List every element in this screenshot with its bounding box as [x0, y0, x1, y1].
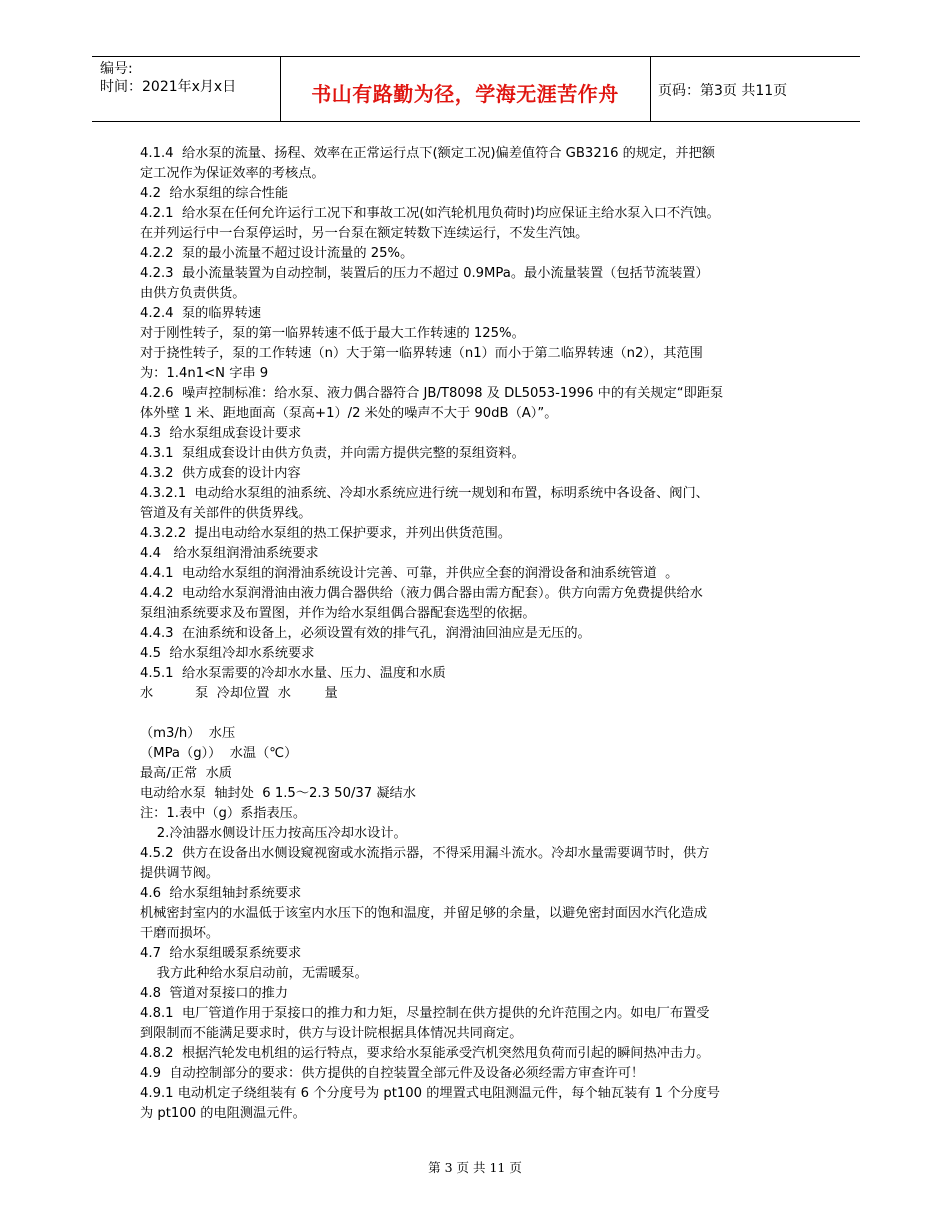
body-line: 4.4.3 在油系统和设备上，必须设置有效的排气孔，润滑油回油应是无压的。: [140, 626, 591, 641]
body-line: 干磨而损坏。: [140, 926, 220, 941]
body-line: （m3/h） 水压: [140, 726, 236, 741]
body-line: 4.3.1 泵组成套设计由供方负责，并向需方提供完整的泵组资料。: [140, 446, 525, 461]
body-line: 泵组油系统要求及布置图，并作为给水泵组偶合器配套选型的依据。: [140, 606, 536, 621]
body-line: 4.9.1 电动机定子绕组装有 6 个分度号为 pt100 的埋置式电阻测温元件，每个轴瓦装有 1 个分度号: [140, 1086, 720, 1101]
page-footer: 第 3 页 共 11 页: [428, 1160, 522, 1175]
body-line: 4.2.1 给水泵在任何允许运行工况下和事故工况(如汽轮机甩负荷时)均应保证主给水泵入口不汽蚀。: [140, 206, 720, 221]
body-line: 4.2.4 泵的临界转速: [140, 306, 262, 321]
header-motto: 书山有路勤为径，学海无涯苦作舟: [311, 82, 619, 106]
body-line: 4.7 给水泵组暖泵系统要求: [140, 946, 302, 961]
body-line: 4.4.2 电动给水泵润滑油由液力偶合器供给（液力偶合器由需方配套）。供方向需方免费提供给水: [140, 586, 703, 601]
body-line: 4.8.2 根据汽轮发电机组的运行特点，要求给水泵能承受汽机突然甩负荷而引起的瞬间热冲击力。: [140, 1046, 710, 1061]
document-number-label: 编号:: [100, 61, 133, 77]
body-line: （MPa（g）） 水温（℃）: [140, 746, 298, 761]
body-line: 电动给水泵 轴封处 6 1.5～2.3 50/37 凝结水: [140, 786, 416, 801]
body-line: 4.5.1 给水泵需要的冷却水水量、压力、温度和水质: [140, 666, 446, 681]
header-page-info: 页码：第3页 共11页: [658, 83, 788, 99]
body-line: 4.3.2 供方成套的设计内容: [140, 466, 301, 481]
body-line: 注：1.表中（g）系指表压。: [140, 806, 307, 821]
header-bottom-rule: [92, 121, 860, 122]
body-line: 4.9 自动控制部分的要求：供方提供的自控装置全部元件及设备必须经需方审查许可！: [140, 1066, 645, 1081]
body-line: 4.6 给水泵组轴封系统要求: [140, 886, 302, 901]
body-line: 4.2 给水泵组的综合性能: [140, 186, 289, 201]
body-line: 4.5 给水泵组冷却水系统要求: [140, 646, 315, 661]
header-divider-right: [650, 56, 651, 121]
header-meta: [100, 60, 236, 96]
body-line: 提供调节阀。: [140, 866, 220, 881]
body-line: 定工况作为保证效率的考核点。: [140, 166, 325, 181]
body-line: 为：1.4n1<N 字串 9: [140, 366, 269, 381]
body-line: 管道及有关部件的供货界线。: [140, 506, 312, 521]
body-line: 4.8.1 电厂管道作用于泵接口的推力和力矩，尽量控制在供方提供的允许范围之内。如电厂布置受: [140, 1006, 710, 1021]
header-top-rule: [92, 56, 860, 57]
body-line: 水 泵 冷却位置 水 量: [140, 686, 338, 701]
body-line: 机械密封室内的水温低于该室内水压下的饱和温度，并留足够的余量，以避免密封面因水汽化造成: [140, 906, 708, 921]
body-line: 最高/正常 水质: [140, 766, 232, 781]
body-line: 4.4 给水泵组润滑油系统要求: [140, 546, 319, 561]
body-line: 4.1.4 给水泵的流量、扬程、效率在正常运行点下(额定工况)偏差值符合 GB3216 的规定，并把额: [140, 146, 715, 161]
body-line: 对于挠性转子，泵的工作转速（n）大于第一临界转速（n1）而小于第二临界转速（n2），其范围: [140, 346, 703, 361]
document-body: [140, 144, 812, 1124]
body-line: [140, 704, 812, 724]
body-line: 4.2.3 最小流量装置为自动控制，装置后的压力不超过 0.9MPa。最小流量装置（包括节流装置）: [140, 266, 709, 281]
body-line: 2.冷油器水侧设计压力按高压冷却水设计。: [140, 826, 407, 841]
body-line: 4.3 给水泵组成套设计要求: [140, 426, 302, 441]
body-line: 4.4.1 电动给水泵组的润滑油系统设计完善、可靠，并供应全套的润滑设备和油系统管道 。: [140, 566, 679, 581]
body-line: 4.8 管道对泵接口的推力: [140, 986, 289, 1001]
body-line: 到限制而不能满足要求时，供方与设计院根据具体情况共同商定。: [140, 1026, 523, 1041]
body-line: 4.3.2.2 提出电动给水泵组的热工保护要求，并列出供货范围。: [140, 526, 512, 541]
body-line: 在并列运行中一台泵停运时，另一台泵在额定转数下连续运行，不发生汽蚀。: [140, 226, 589, 241]
body-line: 为 pt100 的电阻测温元件。: [140, 1106, 306, 1121]
body-line: 4.2.2 泵的最小流量不超过设计流量的 25%。: [140, 246, 414, 261]
body-line: 4.3.2.1 电动给水泵组的油系统、冷却水系统应进行统一规划和布置，标明系统中各设备、阀门、: [140, 486, 709, 501]
body-line: 对于刚性转子，泵的第一临界转速不低于最大工作转速的 125%。: [140, 326, 525, 341]
document-time-label: 时间：2021年x月x日: [100, 79, 237, 95]
body-line: 4.5.2 供方在设备出水侧设窥视窗或水流指示器，不得采用漏斗流水。冷却水量需要调节时，供方: [140, 846, 710, 861]
body-line: 由供方负责供货。: [140, 286, 246, 301]
body-line: 4.2.6 噪声控制标准：给水泵、液力偶合器符合 JB/T8098 及 DL5053-1996 中的有关规定“即距泵: [140, 386, 724, 401]
body-line: 体外壁 1 米、距地面高（泵高+1）/2 米处的噪声不大于 90dB（A）”。: [140, 406, 558, 421]
body-line: 我方此种给水泵启动前，无需暖泵。: [140, 966, 368, 981]
